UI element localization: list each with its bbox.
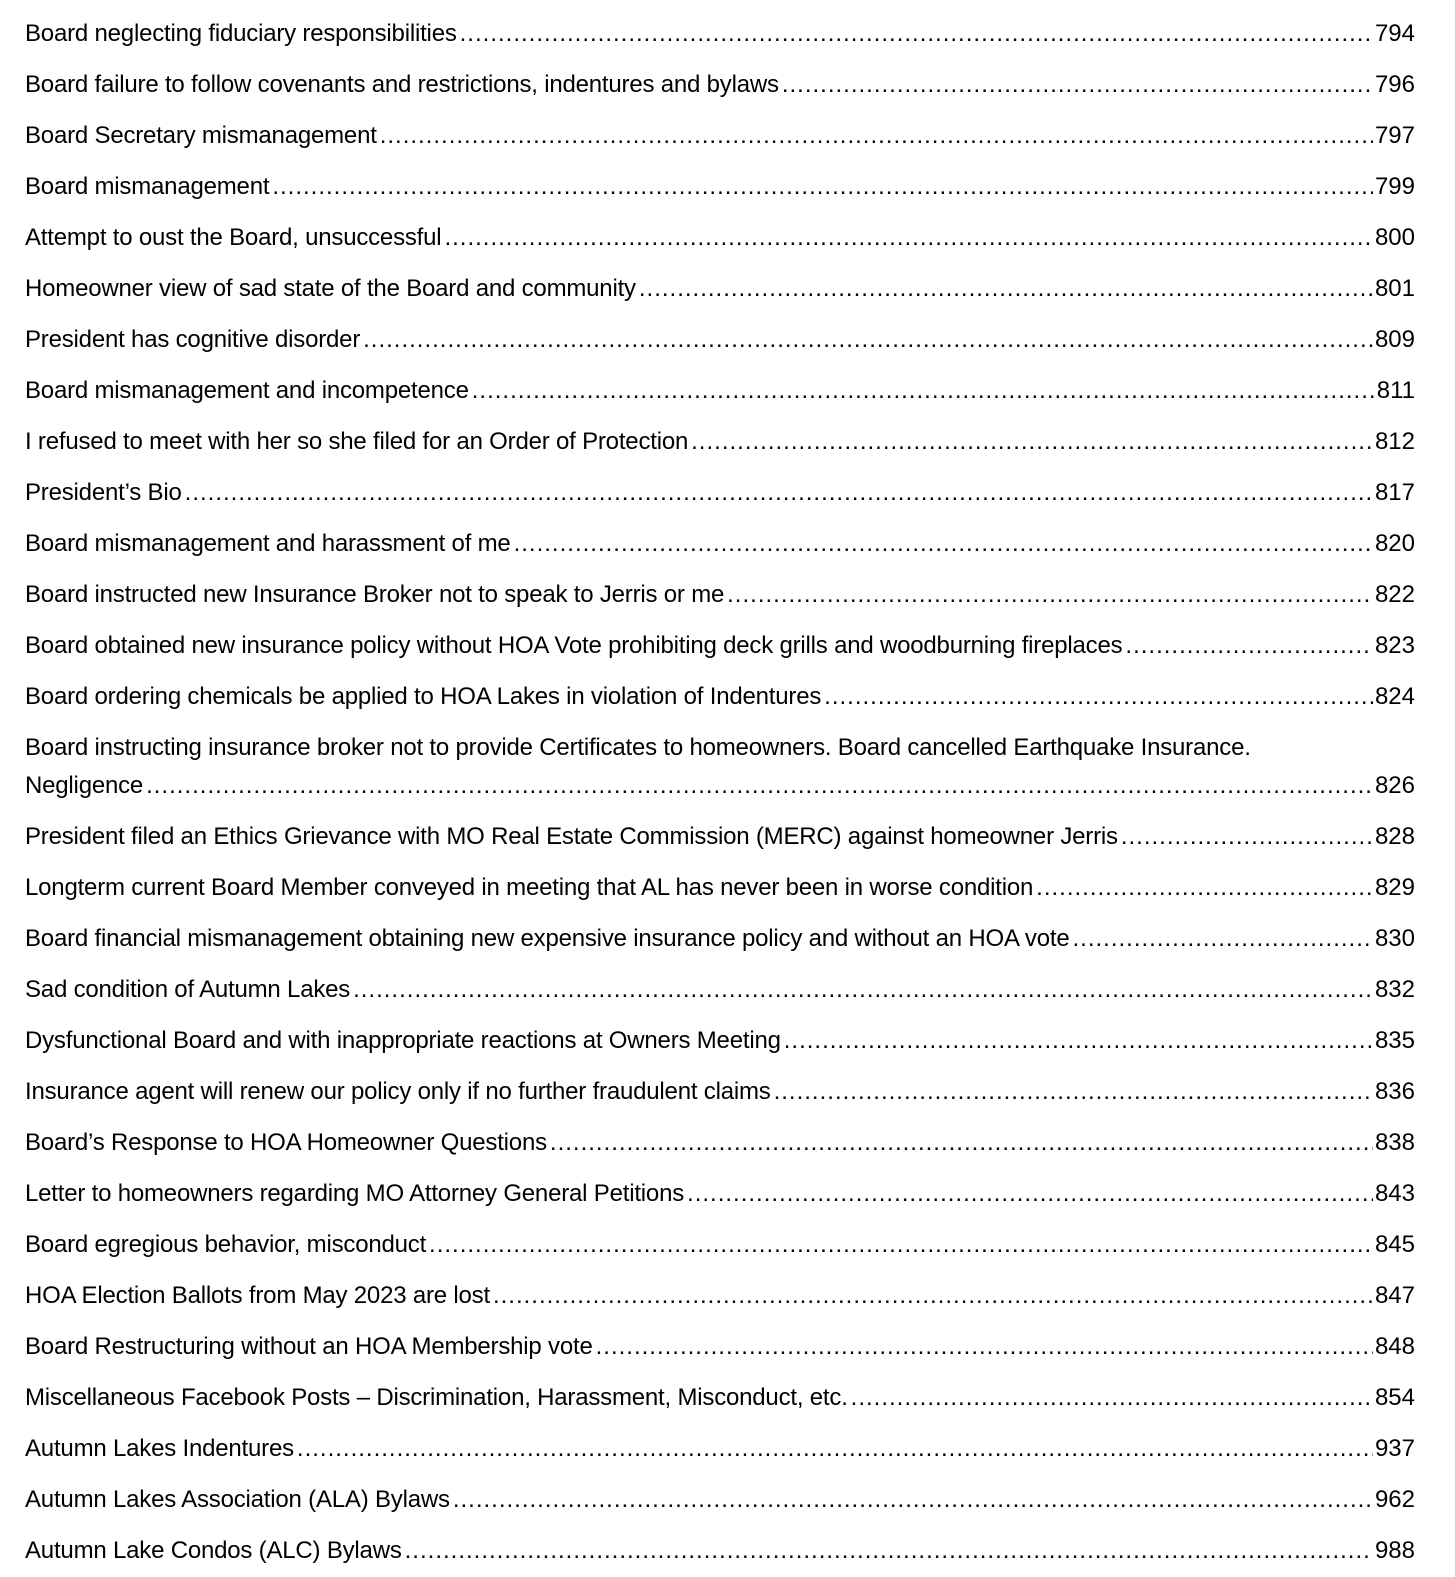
toc-entry-title: Longterm current Board Member conveyed in meeting that AL has never been in worse condition — [25, 874, 1034, 901]
toc-page-number: 848 — [1374, 1333, 1415, 1360]
toc-entry[interactable] — [25, 627, 1415, 665]
toc-entry[interactable] — [25, 1073, 1415, 1111]
toc-leader-dots — [1121, 818, 1373, 856]
toc-page-number: 796 — [1374, 71, 1415, 98]
toc-leader-dots — [493, 1277, 1373, 1315]
toc-entry[interactable] — [25, 971, 1415, 1009]
toc-page-number: 823 — [1374, 632, 1415, 659]
toc-leader-dots — [363, 321, 1373, 359]
toc-entry-title: Board instructed new Insurance Broker not to speak to Jerris or me — [25, 581, 725, 608]
toc-leader-dots — [444, 219, 1373, 257]
toc-leader-dots — [784, 1022, 1373, 1060]
toc-entry-title: Board Restructuring without an HOA Membership vote — [25, 1333, 593, 1360]
toc-leader-dots — [727, 576, 1373, 614]
toc-entry[interactable] — [25, 1226, 1415, 1264]
toc-leader-dots — [782, 66, 1373, 104]
toc-leader-dots — [687, 1175, 1373, 1213]
toc-entry-title: Attempt to oust the Board, unsuccessful — [25, 224, 442, 251]
toc-entry-title: Board Secretary mismanagement — [25, 122, 377, 149]
toc-leader-dots — [429, 1226, 1373, 1264]
toc-entry-title: President filed an Ethics Grievance with MO Real Estate Commission (MERC) against homeowner Jerris — [25, 823, 1118, 850]
toc-leader-dots — [146, 767, 1373, 805]
toc-entry[interactable] — [25, 1481, 1415, 1519]
toc-entry[interactable] — [25, 869, 1415, 907]
toc-entry[interactable] — [25, 1328, 1415, 1366]
toc-leader-dots — [453, 1481, 1373, 1519]
toc-entry[interactable] — [25, 1430, 1415, 1468]
toc-page-number: 799 — [1374, 173, 1415, 200]
toc-leader-dots — [380, 117, 1373, 155]
toc-page-number: 824 — [1374, 683, 1415, 710]
toc-entry[interactable] — [25, 270, 1415, 308]
toc-entry[interactable] — [25, 576, 1415, 614]
toc-page-number: 829 — [1374, 874, 1415, 901]
toc-leader-dots — [824, 678, 1373, 716]
toc-leader-dots — [297, 1430, 1373, 1468]
toc-entry-title: Sad condition of Autumn Lakes — [25, 976, 351, 1003]
toc-entry[interactable] — [25, 117, 1415, 155]
toc-leader-dots — [774, 1073, 1373, 1111]
toc-entry-title: President’s Bio — [25, 479, 182, 506]
toc-leader-dots — [596, 1328, 1373, 1366]
toc-leader-dots — [272, 168, 1373, 206]
toc-entry[interactable] — [25, 372, 1415, 410]
toc-page-number: 817 — [1374, 479, 1415, 506]
toc-page-number: 962 — [1374, 1486, 1415, 1513]
toc-entry[interactable] — [25, 1532, 1415, 1570]
toc-page-number: 854 — [1374, 1384, 1415, 1411]
toc-leader-dots — [1125, 627, 1373, 665]
toc-page-number: 843 — [1374, 1180, 1415, 1207]
toc-leader-dots — [185, 474, 1373, 512]
toc-page-number: 835 — [1374, 1027, 1415, 1054]
toc-entry[interactable] — [25, 818, 1415, 856]
toc-leader-dots — [691, 423, 1373, 461]
toc-leader-dots — [353, 971, 1373, 1009]
toc-leader-dots — [1073, 920, 1373, 958]
toc-entry-title: Board mismanagement and incompetence — [25, 377, 469, 404]
toc-page-number: 832 — [1374, 976, 1415, 1003]
toc-leader-dots — [405, 1532, 1373, 1570]
toc-page-number: 822 — [1374, 581, 1415, 608]
toc-entry-title: Board failure to follow covenants and restrictions, indentures and bylaws — [25, 71, 779, 98]
toc-entry-title: Autumn Lakes Indentures — [25, 1435, 294, 1462]
toc-entry[interactable] — [25, 474, 1415, 512]
toc-entry-title: Insurance agent will renew our policy only if no further fraudulent claims — [25, 1078, 771, 1105]
toc-entry[interactable] — [25, 678, 1415, 716]
toc-entry-title: Board instructing insurance broker not to provide Certificates to homeowners. Board cancelled Earthquake Insurance. — [25, 734, 1251, 761]
toc-entry-title: Negligence — [25, 772, 144, 799]
toc-entry-title: Dysfunctional Board and with inappropriate reactions at Owners Meeting — [25, 1027, 781, 1054]
toc-leader-dots — [460, 15, 1373, 53]
toc-page-number: 820 — [1374, 530, 1415, 557]
toc-page-number: 838 — [1374, 1129, 1415, 1156]
toc-page-number: 794 — [1374, 20, 1415, 47]
toc-entry-title: Board neglecting fiduciary responsibilities — [25, 20, 457, 47]
toc-entry[interactable] — [25, 525, 1415, 563]
toc-entry-title: Board egregious behavior, misconduct — [25, 1231, 427, 1258]
toc-page-number: 801 — [1374, 275, 1415, 302]
toc-entry[interactable] — [25, 321, 1415, 359]
toc-leader-dots — [851, 1379, 1373, 1417]
toc-leader-dots — [1036, 869, 1373, 907]
toc-page-number: 845 — [1374, 1231, 1415, 1258]
toc-page-number: 826 — [1374, 772, 1415, 799]
toc-entry-title: President has cognitive disorder — [25, 326, 361, 353]
toc-page-number: 809 — [1374, 326, 1415, 353]
toc-entry-title: HOA Election Ballots from May 2023 are lost — [25, 1282, 490, 1309]
toc-entry-title: Autumn Lake Condos (ALC) Bylaws — [25, 1537, 402, 1564]
toc-entry[interactable] — [25, 15, 1415, 53]
toc-entry[interactable] — [25, 920, 1415, 958]
toc-entry[interactable] — [25, 1379, 1415, 1417]
toc-page-number: 797 — [1374, 122, 1415, 149]
toc-entry-title: Board mismanagement and harassment of me — [25, 530, 511, 557]
toc-entry-title: Board obtained new insurance policy without HOA Vote prohibiting deck grills and woodburning fireplaces — [25, 632, 1123, 659]
toc-entry[interactable] — [25, 66, 1415, 104]
toc-page-number: 847 — [1374, 1282, 1415, 1309]
toc-leader-dots — [514, 525, 1373, 563]
toc-page-number: 836 — [1374, 1078, 1415, 1105]
toc-page-number: 830 — [1374, 925, 1415, 952]
toc-entry-title: Miscellaneous Facebook Posts – Discrimination, Harassment, Misconduct, etc. — [25, 1384, 848, 1411]
toc-entry-title: Board financial mismanagement obtaining new expensive insurance policy and without an HOA vote — [25, 925, 1070, 952]
toc-page-number: 800 — [1374, 224, 1415, 251]
toc-entry[interactable] — [25, 1175, 1415, 1213]
toc-entry[interactable] — [25, 767, 1415, 805]
toc-entry-title: I refused to meet with her so she filed for an Order of Protection — [25, 428, 689, 455]
toc-entry-title: Board’s Response to HOA Homeowner Questions — [25, 1129, 547, 1156]
toc-entry-title: Letter to homeowners regarding MO Attorney General Petitions — [25, 1180, 685, 1207]
toc-entry[interactable] — [25, 729, 1415, 767]
toc-leader-dots — [550, 1124, 1373, 1162]
toc-page-number: 988 — [1374, 1537, 1415, 1564]
toc-page-number: 937 — [1374, 1435, 1415, 1462]
toc-page-number: 828 — [1374, 823, 1415, 850]
toc-leader-dots — [639, 270, 1373, 308]
toc-entry[interactable] — [25, 1022, 1415, 1060]
toc-entry[interactable] — [25, 1277, 1415, 1315]
toc-entry[interactable] — [25, 1124, 1415, 1162]
toc-entry[interactable] — [25, 219, 1415, 257]
toc-page-number: 812 — [1374, 428, 1415, 455]
toc-entry-title: Board mismanagement — [25, 173, 270, 200]
toc-entry-title: Board ordering chemicals be applied to HOA Lakes in violation of Indentures — [25, 683, 822, 710]
toc-entry-title: Homeowner view of sad state of the Board and community — [25, 275, 636, 302]
toc-leader-dots — [472, 372, 1375, 410]
toc-entry[interactable] — [25, 423, 1415, 461]
toc-entry-title: Autumn Lakes Association (ALA) Bylaws — [25, 1486, 450, 1513]
toc-entry[interactable] — [25, 168, 1415, 206]
toc-page-number: 811 — [1376, 377, 1415, 404]
